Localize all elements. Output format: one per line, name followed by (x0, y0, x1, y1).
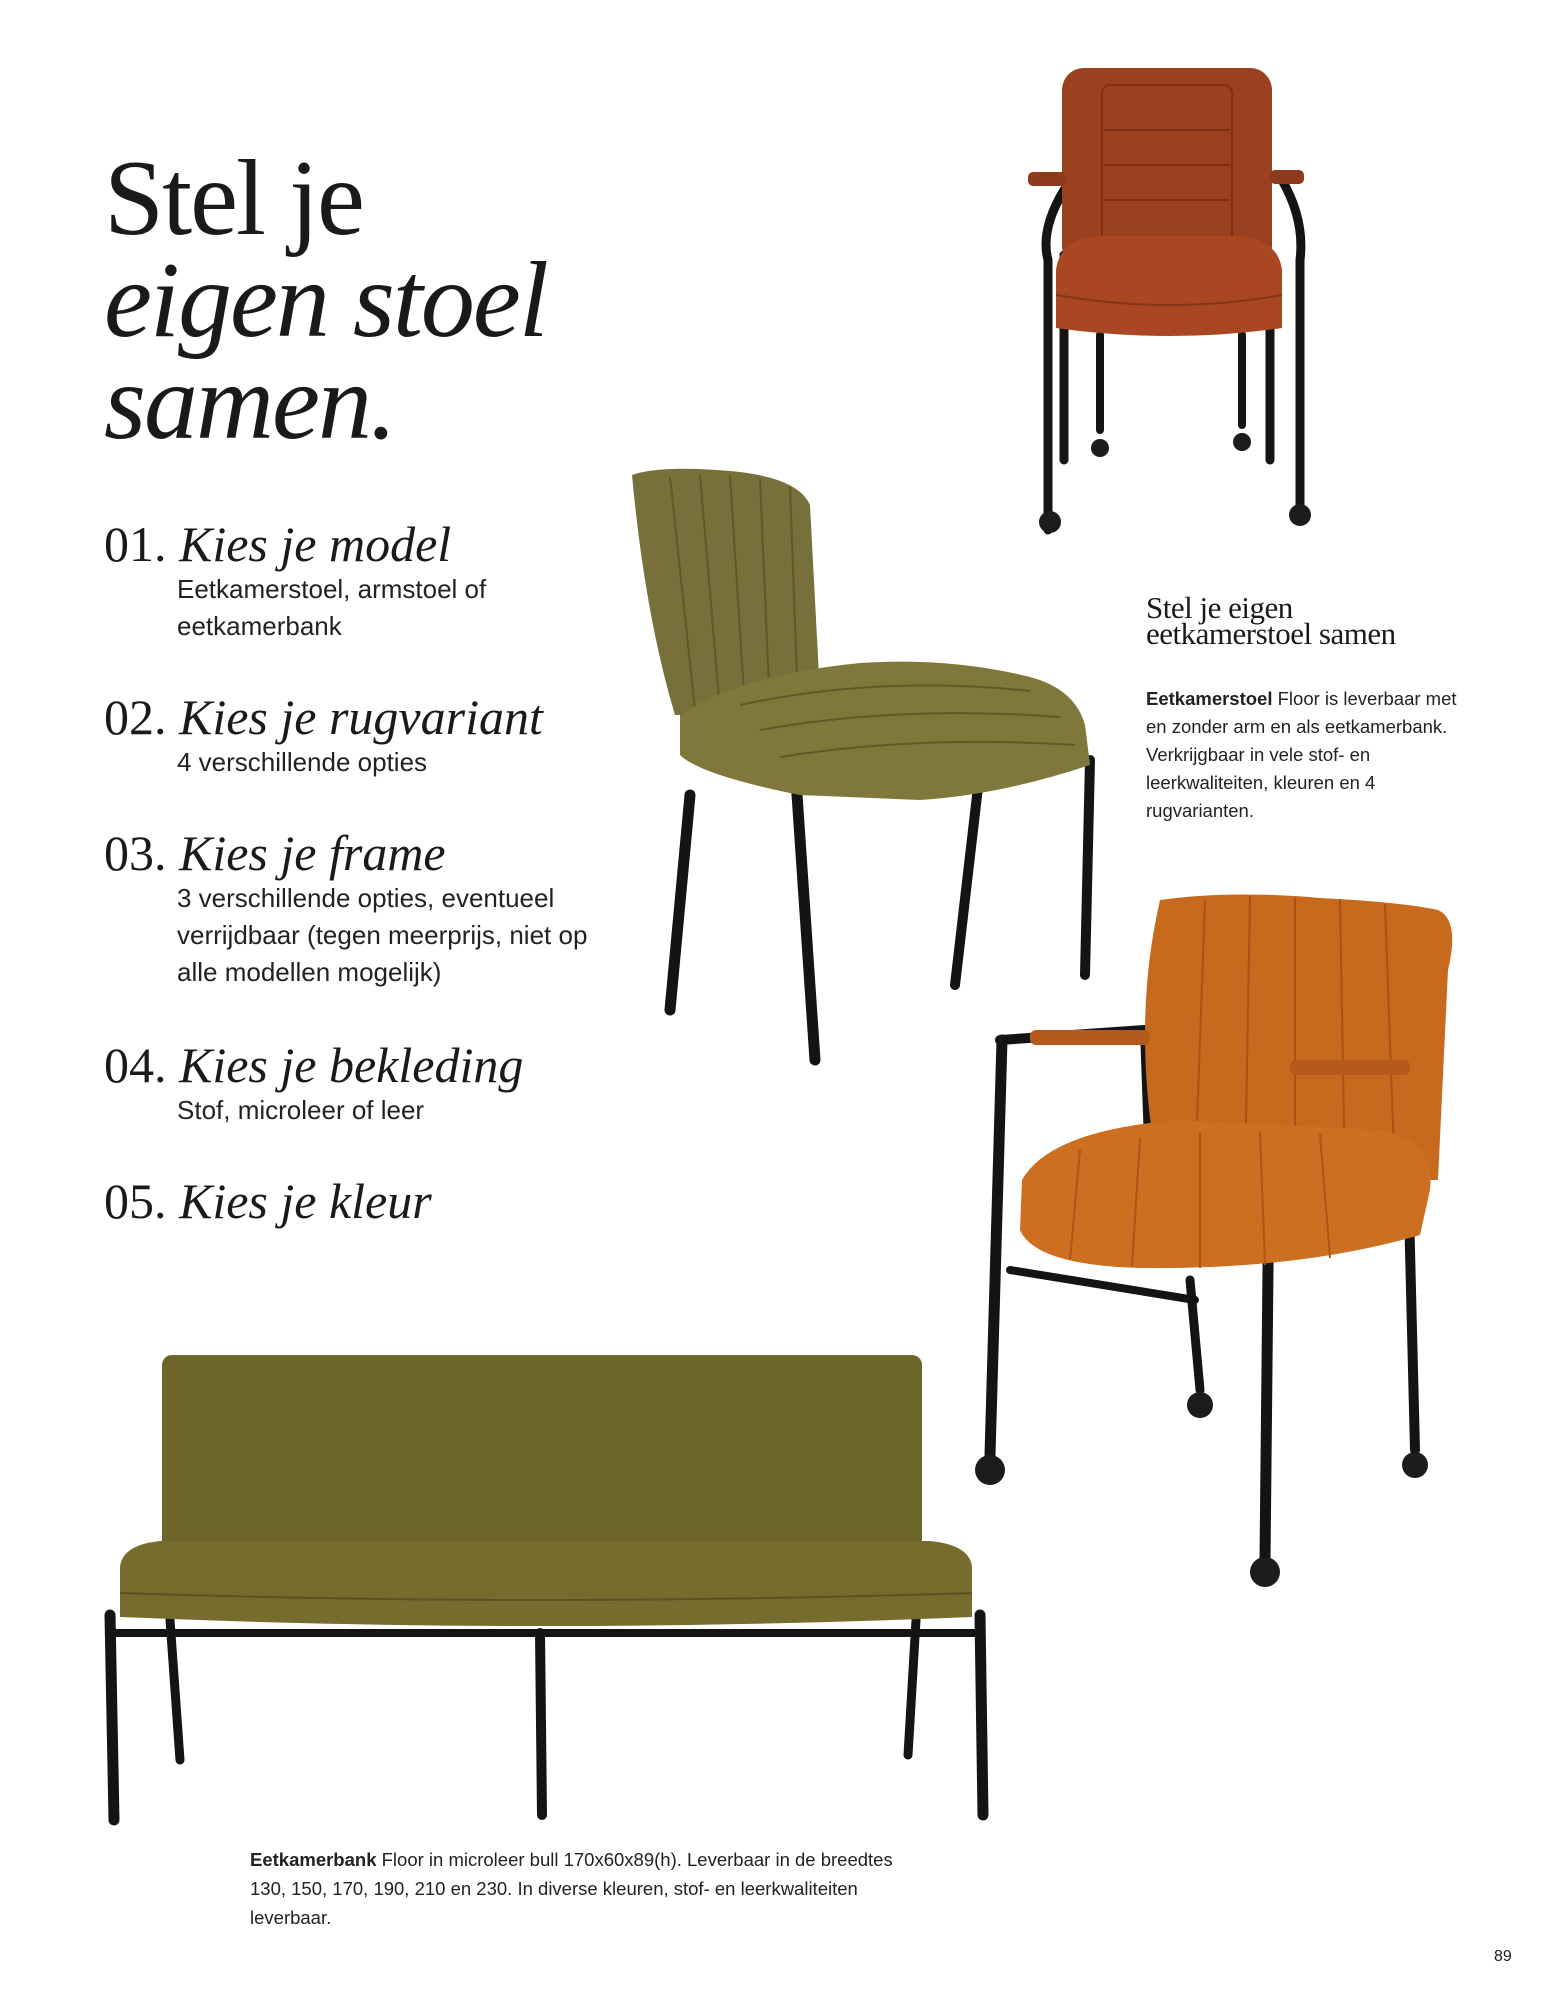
step-description: Stof, microleer of leer (177, 1095, 425, 1125)
step-number: 05. (104, 1173, 167, 1229)
step-description: Eetkamerstoel, armstoel of eetkamerbank (177, 574, 487, 641)
page-headline (104, 139, 547, 462)
step-description: 3 verschillende opties, eventueel verrijdbaar (tegen meerprijs, niet op alle modellen mogelijk) (177, 883, 588, 987)
step-title: Kies je rugvariant (179, 689, 543, 745)
step-title: Kies je frame (179, 825, 446, 881)
chair-wheels (975, 1392, 1428, 1587)
sidebar-title (1146, 590, 1396, 651)
bench-product-name: Eetkamerbank (250, 1849, 377, 1870)
bench-backrest (162, 1355, 922, 1570)
step-title: Kies je kleur (179, 1173, 432, 1229)
step-03 (104, 826, 644, 991)
page-number: 89 (1494, 1948, 1512, 1965)
sidebar-product-name: Eetkamerstoel (1146, 688, 1273, 709)
step-number: 02. (104, 689, 167, 745)
chair-armrest (1028, 172, 1066, 186)
bench-caption (250, 1845, 910, 1932)
sidebar-description (1146, 685, 1476, 825)
step-01 (104, 517, 644, 645)
sidebar-title-line-1: Stel je eigen (1146, 590, 1293, 625)
step-05 (104, 1174, 644, 1228)
step-description: 4 verschillende opties (177, 747, 428, 777)
bench-seat (120, 1541, 972, 1626)
bench-product-text: Floor in microleer bull 170x60x89(h). Leverbaar in de breedtes 130, 150, 170, 190, 210 en 230. In diverse kleuren, stof- en leerkwaliteiten leverbaar. (250, 1849, 893, 1928)
sidebar-product-text: Floor is leverbaar met en zonder arm en als eetkamerbank. Verkrijgbaar in vele stof- en leerkwaliteiten, kleuren en 4 rugvarianten. (1146, 688, 1457, 821)
step-04 (104, 1038, 644, 1129)
bench-frame (110, 1615, 983, 1820)
headline-line-3: samen. (104, 343, 395, 462)
chair-armrest (1030, 1030, 1150, 1045)
step-number: 01. (104, 516, 167, 572)
step-number: 04. (104, 1037, 167, 1093)
chair-seat (1020, 1120, 1430, 1268)
step-title: Kies je bekleding (179, 1037, 524, 1093)
headline-line-2: eigen stoel (104, 241, 547, 360)
cognac-armchair-image (960, 880, 1480, 1580)
headline-line-1: Stel je (104, 139, 363, 258)
chair-seat (1056, 236, 1282, 336)
sidebar-title-line-2: eetkamerstoel samen (1146, 616, 1396, 651)
step-number: 03. (104, 825, 167, 881)
step-02 (104, 690, 644, 781)
olive-bench-image (100, 1345, 1000, 1835)
step-title: Kies je model (179, 516, 452, 572)
